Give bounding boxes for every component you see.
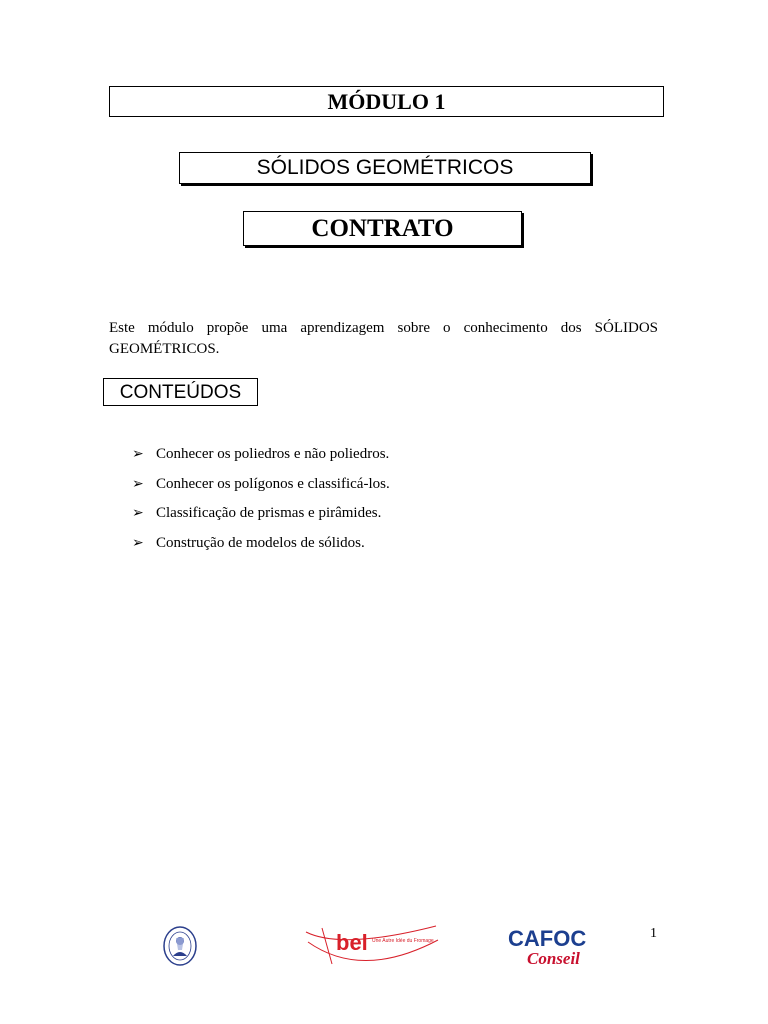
list-item [132,444,390,474]
list-item [132,533,390,563]
list-item [132,474,390,504]
topic-title-box [179,152,591,184]
contents-heading-box [103,378,258,406]
cafoc-logo [505,924,605,970]
module-title: MÓDULO 1 [327,89,446,114]
contents-list [132,444,390,562]
arrow-bullet-icon: ➢ [132,476,144,492]
bel-logo [302,920,442,970]
cafoc-logo-text: CAFOC [508,926,587,951]
topic-title: SÓLIDOS GEOMÉTRICOS [256,156,514,179]
contents-heading: CONTEÚDOS [119,382,242,403]
bel-tagline: Une Autre Idée du Fromage [372,938,434,944]
list-item-text: Classificação de prismas e pirâmides. [156,505,382,521]
module-title-box [109,86,664,117]
list-item-text: Conhecer os polígonos e classificá-los. [156,475,390,492]
bel-logo-text: bel [336,930,368,955]
contract-title: CONTRATO [311,215,454,242]
school-seal-logo [163,926,197,966]
arrow-bullet-icon: ➢ [132,447,144,462]
list-item [132,503,390,533]
cafoc-sub-text: Conseil [527,949,580,968]
list-item-text: Construção de modelos de sólidos. [156,534,365,551]
intro-paragraph: Este módulo propõe uma aprendizagem sobre o conhecimento dos SÓLIDOS GEOMÉTRICOS. [109,320,658,357]
arrow-bullet-icon: ➢ [132,535,144,551]
list-item-text: Conhecer os poliedros e não poliedros. [156,446,390,462]
page-number: 1 [650,926,657,941]
contract-title-box [243,211,522,246]
arrow-bullet-icon: ➢ [132,506,144,521]
